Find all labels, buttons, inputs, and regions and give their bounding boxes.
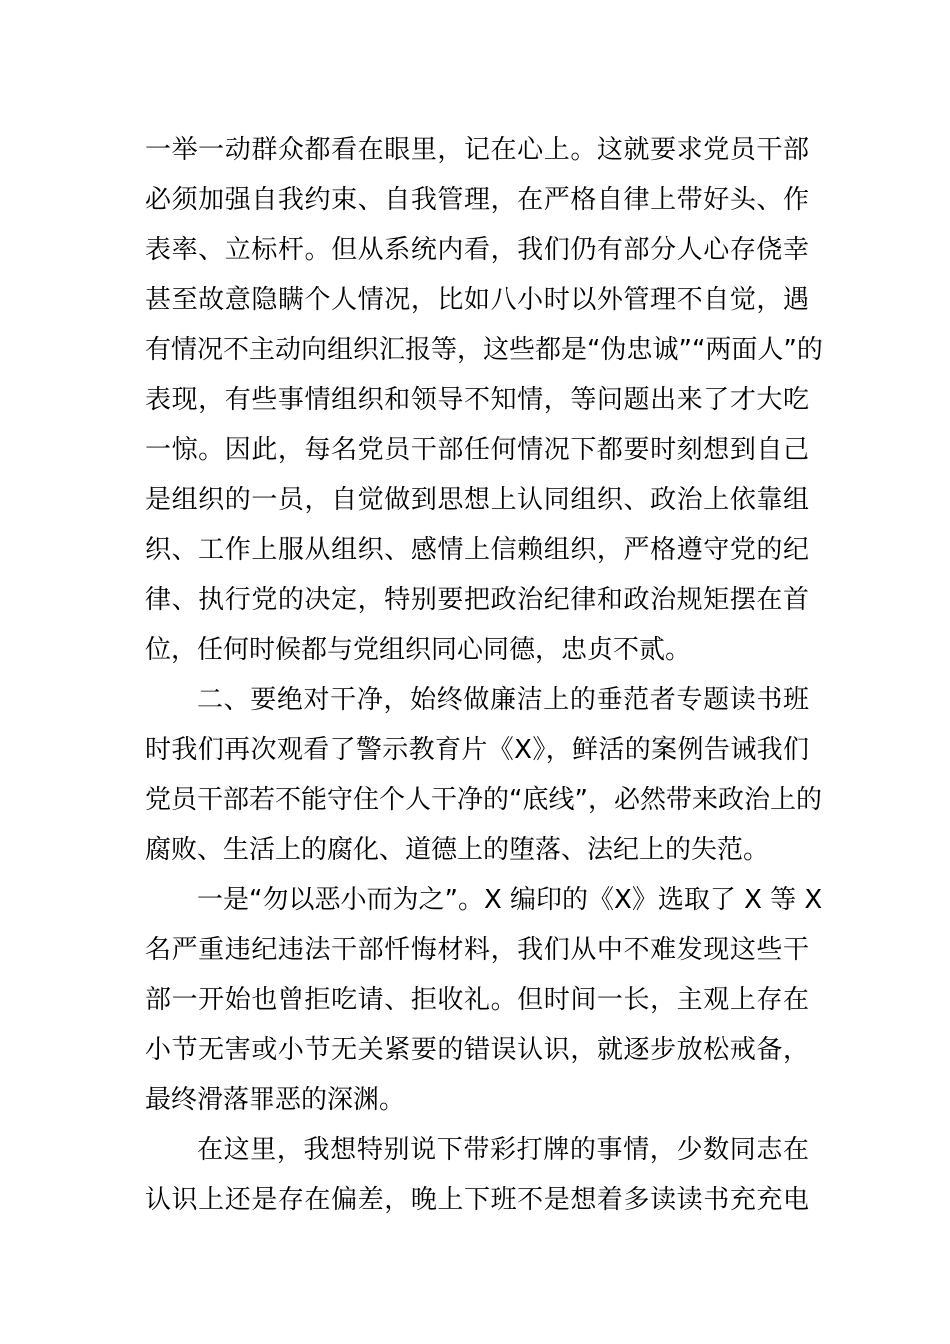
text-line: 表率、立标杆。但从系统内看，我们仍有部分人心存侥幸 (145, 235, 809, 265)
text-line: 在这里，我想特别说下带彩打牌的事情，少数同志在 (197, 1135, 809, 1165)
text-line: 一惊。因此，每名党员干部任何情况下都要时刻想到自己 (145, 435, 809, 465)
text-line: 有情况不主动向组织汇报等，这些都是“伪忠诚”“两面人”的 (145, 335, 823, 365)
text-line: 名严重违纪违法干部忏悔材料，我们从中不难发现这些干 (145, 935, 809, 965)
text-line: 认识上还是存在偏差，晚上下班不是想着多读读书充充电 (145, 1185, 809, 1215)
text-line: 小节无害或小节无关紧要的错误认识，就逐步放松戒备， (145, 1035, 809, 1065)
text-line: 一举一动群众都看在眼里，记在心上。这就要求党员干部 (145, 135, 809, 165)
text-line: 最终滑落罪恶的深渊。 (145, 1085, 406, 1115)
text-line: 部一开始也曾拒吃请、拒收礼。但时间一长，主观上存在 (145, 985, 809, 1015)
text-line: 必须加强自我约束、自我管理，在严格自律上带好头、作 (145, 185, 809, 215)
text-line: 一是“勿以恶小而为之”。X 编印的《X》选取了 X 等 X (197, 885, 823, 915)
text-line: 二、要绝对干净，始终做廉洁上的垂范者专题读书班 (197, 685, 809, 715)
text-line: 织、工作上服从组织、感情上信赖组织，严格遵守党的纪 (145, 535, 809, 565)
text-line: 时我们再次观看了警示教育片《X》，鲜活的案例告诫我们 (145, 735, 809, 765)
text-line: 表现，有些事情组织和领导不知情，等问题出来了才大吃 (145, 385, 809, 415)
text-line: 位，任何时候都与党组织同心同德，忠贞不贰。 (145, 635, 692, 665)
body-text (145, 125, 823, 1225)
text-line: 党员干部若不能守住个人干净的“底线”，必然带来政治上的 (145, 785, 822, 815)
text-line: 甚至故意隐瞒个人情况，比如八小时以外管理不自觉，遇 (145, 285, 809, 315)
text-line: 律、执行党的决定，特别要把政治纪律和政治规矩摆在首 (145, 585, 809, 615)
text-line: 是组织的一员，自觉做到思想上认同组织、政治上依靠组 (145, 485, 809, 515)
text-line: 腐败、生活上的腐化、道德上的堕落、法纪上的失范。 (145, 835, 770, 865)
